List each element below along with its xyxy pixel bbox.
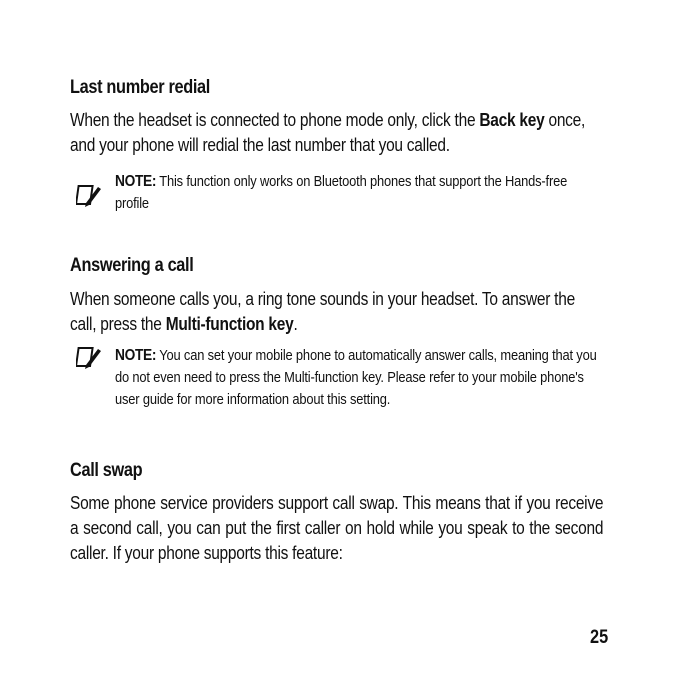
paragraph-text: When someone calls you, a ring tone sounds in your headset. To answer the call, press the xyxy=(70,289,575,334)
note-pencil-icon xyxy=(76,183,102,209)
note-pencil-icon xyxy=(76,345,102,371)
paragraph-text: . xyxy=(293,314,298,334)
multi-function-key-term: Multi-function key xyxy=(165,314,294,334)
paragraph-call-swap: Some phone service providers support call swap. This means that if you receive a second call, you can put the first caller on hold while you speak to the second caller. If your phone supports this feature: xyxy=(70,493,604,563)
note-body: You can set your mobile phone to automatically answer calls, meaning that you do not even need to press the Multi-function key. Please refer to your mobile phone's user guide for more information about this setting. xyxy=(115,347,597,408)
paragraph-last-number-redial xyxy=(70,108,603,158)
note-text xyxy=(115,171,597,215)
heading-call-swap: Call swap xyxy=(70,460,143,481)
heading-last-number-redial: Last number redial xyxy=(70,77,211,98)
note-text xyxy=(115,345,597,411)
back-key-term: Back key xyxy=(479,110,545,130)
paragraph-text: When the headset is connected to phone mode only, click the xyxy=(70,110,480,130)
page-number: 25 xyxy=(590,627,609,648)
paragraph-text: once, and your phone will redial the last number that you called. xyxy=(70,110,586,155)
heading-answering-a-call: Answering a call xyxy=(70,255,194,276)
note-label: NOTE: xyxy=(115,173,157,190)
note-body: This function only works on Bluetooth phones that support the Hands-free profile xyxy=(115,173,568,212)
paragraph-answering-a-call xyxy=(70,287,603,337)
note-label: NOTE: xyxy=(115,347,157,364)
